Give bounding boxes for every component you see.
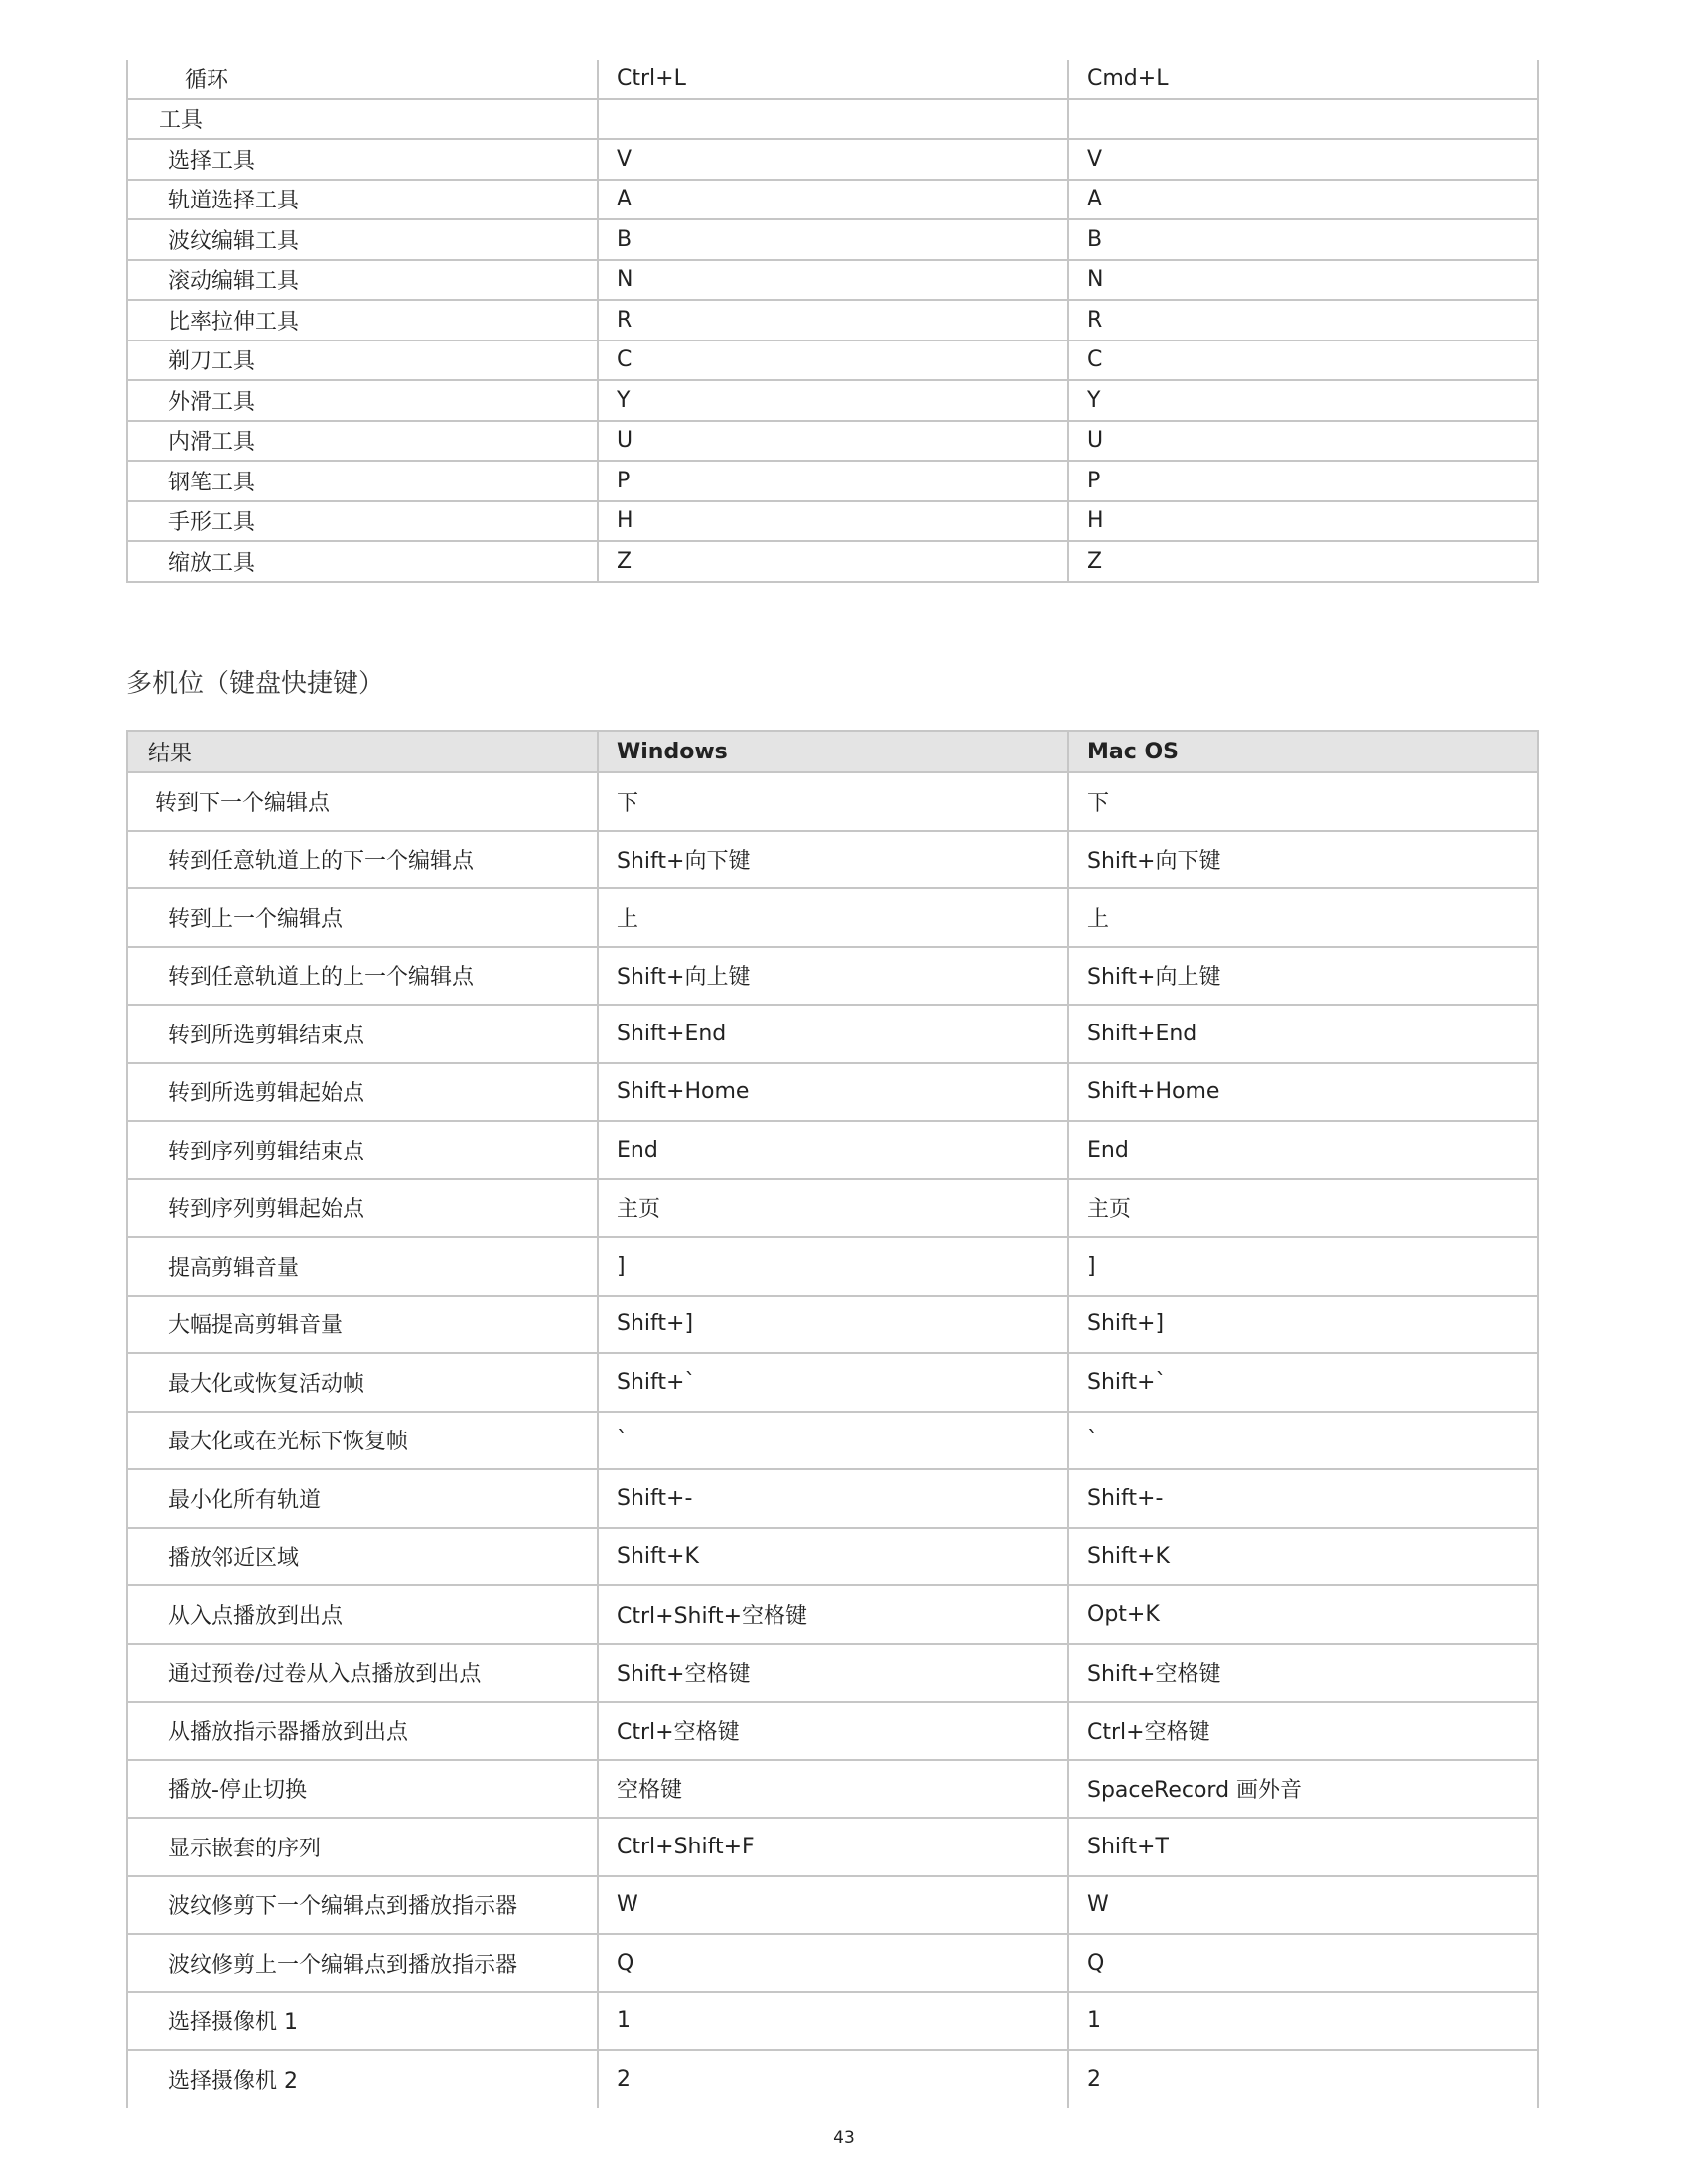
table-row <box>127 1353 1538 1412</box>
table-row <box>127 300 1538 341</box>
mac-shortcut-cell: Shift+K <box>1068 1528 1538 1586</box>
mac-shortcut-cell: ` <box>1068 1412 1538 1470</box>
table-row <box>127 1934 1538 1992</box>
action-cell: 手形工具 <box>127 501 598 542</box>
table-row <box>127 1469 1538 1528</box>
table-row <box>127 1237 1538 1296</box>
windows-shortcut-cell: Ctrl+空格键 <box>598 1702 1068 1760</box>
mac-shortcut-cell: Z <box>1068 541 1538 582</box>
multicam-shortcut-table-body <box>127 772 1538 2108</box>
mac-shortcut-cell: C <box>1068 341 1538 381</box>
table-row <box>127 1063 1538 1122</box>
table-row <box>127 1760 1538 1819</box>
mac-shortcut-cell: B <box>1068 219 1538 260</box>
mac-shortcut-cell: Shift+向上键 <box>1068 947 1538 1006</box>
windows-shortcut-cell: 上 <box>598 888 1068 947</box>
mac-shortcut-cell: 上 <box>1068 888 1538 947</box>
tools-shortcut-table-body <box>127 60 1538 582</box>
windows-shortcut-cell: B <box>598 219 1068 260</box>
multicam-shortcut-table <box>126 730 1539 2108</box>
mac-shortcut-cell: End <box>1068 1121 1538 1179</box>
table-row <box>127 1702 1538 1760</box>
windows-shortcut-cell: Shift+向上键 <box>598 947 1068 1006</box>
mac-shortcut-cell: Shift+Home <box>1068 1063 1538 1122</box>
mac-shortcut-cell: V <box>1068 139 1538 180</box>
table-row <box>127 1528 1538 1586</box>
windows-shortcut-cell: A <box>598 180 1068 220</box>
table-header-row <box>127 731 1538 772</box>
page-number: 43 <box>833 2128 855 2148</box>
mac-shortcut-cell: Cmd+L <box>1068 60 1538 99</box>
table-row <box>127 1005 1538 1063</box>
mac-shortcut-cell: SpaceRecord 画外音 <box>1068 1760 1538 1819</box>
mac-shortcut-cell: Shift+` <box>1068 1353 1538 1412</box>
windows-shortcut-cell: Shift+K <box>598 1528 1068 1586</box>
windows-shortcut-cell: End <box>598 1121 1068 1179</box>
windows-shortcut-cell: P <box>598 461 1068 501</box>
mac-shortcut-cell: R <box>1068 300 1538 341</box>
action-cell: 转到序列剪辑起始点 <box>127 1179 598 1238</box>
action-cell: 选择工具 <box>127 139 598 180</box>
windows-shortcut-cell: W <box>598 1876 1068 1935</box>
windows-shortcut-cell: Shift+向下键 <box>598 831 1068 889</box>
windows-shortcut-cell: C <box>598 341 1068 381</box>
table-row <box>127 888 1538 947</box>
action-cell: 剃刀工具 <box>127 341 598 381</box>
action-cell: 轨道选择工具 <box>127 180 598 220</box>
mac-shortcut-cell: Q <box>1068 1934 1538 1992</box>
windows-shortcut-cell: U <box>598 421 1068 462</box>
mac-shortcut-cell: Ctrl+空格键 <box>1068 1702 1538 1760</box>
table-row <box>127 831 1538 889</box>
mac-shortcut-cell: Y <box>1068 380 1538 421</box>
action-cell: 显示嵌套的序列 <box>127 1818 598 1876</box>
table-row <box>127 99 1538 140</box>
windows-shortcut-cell: ] <box>598 1237 1068 1296</box>
action-cell: 转到所选剪辑结束点 <box>127 1005 598 1063</box>
windows-shortcut-cell: Ctrl+Shift+F <box>598 1818 1068 1876</box>
action-cell: 最大化或恢复活动帧 <box>127 1353 598 1412</box>
mac-shortcut-cell: N <box>1068 260 1538 301</box>
mac-shortcut-cell: U <box>1068 421 1538 462</box>
header-windows: Windows <box>598 731 1068 772</box>
table-row <box>127 180 1538 220</box>
header-result: 结果 <box>127 731 598 772</box>
windows-shortcut-cell: 空格键 <box>598 1760 1068 1819</box>
windows-shortcut-cell: Shift+End <box>598 1005 1068 1063</box>
action-cell: 转到所选剪辑起始点 <box>127 1063 598 1122</box>
windows-shortcut-cell: 主页 <box>598 1179 1068 1238</box>
header-macos: Mac OS <box>1068 731 1538 772</box>
action-cell: 转到序列剪辑结束点 <box>127 1121 598 1179</box>
action-cell: 波纹修剪下一个编辑点到播放指示器 <box>127 1876 598 1935</box>
windows-shortcut-cell: Y <box>598 380 1068 421</box>
windows-shortcut-cell: Shift+空格键 <box>598 1644 1068 1703</box>
windows-shortcut-cell: Shift+] <box>598 1296 1068 1354</box>
table-row <box>127 1179 1538 1238</box>
mac-shortcut-cell: 下 <box>1068 772 1538 831</box>
table-row <box>127 772 1538 831</box>
windows-shortcut-cell: Z <box>598 541 1068 582</box>
action-cell: 播放-停止切换 <box>127 1760 598 1819</box>
section-title: 多机位（键盘快捷键） <box>126 669 385 699</box>
action-cell: 转到下一个编辑点 <box>127 772 598 831</box>
windows-shortcut-cell: Shift+` <box>598 1353 1068 1412</box>
windows-shortcut-cell: R <box>598 300 1068 341</box>
action-cell: 缩放工具 <box>127 541 598 582</box>
table-row <box>127 1121 1538 1179</box>
action-cell: 循环 <box>127 60 598 99</box>
windows-shortcut-cell: Shift+- <box>598 1469 1068 1528</box>
mac-shortcut-cell: Shift+] <box>1068 1296 1538 1354</box>
windows-shortcut-cell: 1 <box>598 1992 1068 2051</box>
table-row <box>127 139 1538 180</box>
action-cell: 转到上一个编辑点 <box>127 888 598 947</box>
table-row <box>127 380 1538 421</box>
action-cell: 从播放指示器播放到出点 <box>127 1702 598 1760</box>
table-row <box>127 421 1538 462</box>
table-row <box>127 1585 1538 1644</box>
mac-shortcut-cell: Shift+向下键 <box>1068 831 1538 889</box>
table-row <box>127 2050 1538 2108</box>
windows-shortcut-cell <box>598 99 1068 140</box>
windows-shortcut-cell: N <box>598 260 1068 301</box>
windows-shortcut-cell: Shift+Home <box>598 1063 1068 1122</box>
table-row <box>127 260 1538 301</box>
mac-shortcut-cell <box>1068 99 1538 140</box>
table-row <box>127 60 1538 99</box>
action-cell: 内滑工具 <box>127 421 598 462</box>
action-cell: 播放邻近区域 <box>127 1528 598 1586</box>
mac-shortcut-cell: H <box>1068 501 1538 542</box>
mac-shortcut-cell: 1 <box>1068 1992 1538 2051</box>
action-cell: 钢笔工具 <box>127 461 598 501</box>
mac-shortcut-cell: Opt+K <box>1068 1585 1538 1644</box>
action-cell: 滚动编辑工具 <box>127 260 598 301</box>
mac-shortcut-cell: Shift+- <box>1068 1469 1538 1528</box>
windows-shortcut-cell: H <box>598 501 1068 542</box>
action-cell: 大幅提高剪辑音量 <box>127 1296 598 1354</box>
action-cell: 外滑工具 <box>127 380 598 421</box>
table-row <box>127 1296 1538 1354</box>
windows-shortcut-cell: Ctrl+L <box>598 60 1068 99</box>
table-row <box>127 341 1538 381</box>
action-cell: 波纹修剪上一个编辑点到播放指示器 <box>127 1934 598 1992</box>
table-row <box>127 219 1538 260</box>
action-cell: 选择摄像机 1 <box>127 1992 598 2051</box>
mac-shortcut-cell: W <box>1068 1876 1538 1935</box>
action-cell: 通过预卷/过卷从入点播放到出点 <box>127 1644 598 1703</box>
action-cell: 工具 <box>127 99 598 140</box>
mac-shortcut-cell: Shift+T <box>1068 1818 1538 1876</box>
action-cell: 最大化或在光标下恢复帧 <box>127 1412 598 1470</box>
action-cell: 转到任意轨道上的下一个编辑点 <box>127 831 598 889</box>
table-row <box>127 1412 1538 1470</box>
mac-shortcut-cell: A <box>1068 180 1538 220</box>
windows-shortcut-cell: 下 <box>598 772 1068 831</box>
table-row <box>127 541 1538 582</box>
mac-shortcut-cell: 2 <box>1068 2050 1538 2108</box>
mac-shortcut-cell: P <box>1068 461 1538 501</box>
table-row <box>127 947 1538 1006</box>
table-row <box>127 461 1538 501</box>
table-row <box>127 501 1538 542</box>
action-cell: 从入点播放到出点 <box>127 1585 598 1644</box>
windows-shortcut-cell: Ctrl+Shift+空格键 <box>598 1585 1068 1644</box>
table-row <box>127 1992 1538 2051</box>
mac-shortcut-cell: Shift+空格键 <box>1068 1644 1538 1703</box>
action-cell: 比率拉伸工具 <box>127 300 598 341</box>
tools-shortcut-table <box>126 60 1539 583</box>
mac-shortcut-cell: ] <box>1068 1237 1538 1296</box>
action-cell: 转到任意轨道上的上一个编辑点 <box>127 947 598 1006</box>
windows-shortcut-cell: Q <box>598 1934 1068 1992</box>
mac-shortcut-cell: 主页 <box>1068 1179 1538 1238</box>
action-cell: 最小化所有轨道 <box>127 1469 598 1528</box>
action-cell: 波纹编辑工具 <box>127 219 598 260</box>
windows-shortcut-cell: 2 <box>598 2050 1068 2108</box>
windows-shortcut-cell: ` <box>598 1412 1068 1470</box>
action-cell: 提高剪辑音量 <box>127 1237 598 1296</box>
windows-shortcut-cell: V <box>598 139 1068 180</box>
mac-shortcut-cell: Shift+End <box>1068 1005 1538 1063</box>
table-row <box>127 1876 1538 1935</box>
table-row <box>127 1644 1538 1703</box>
action-cell: 选择摄像机 2 <box>127 2050 598 2108</box>
table-row <box>127 1818 1538 1876</box>
